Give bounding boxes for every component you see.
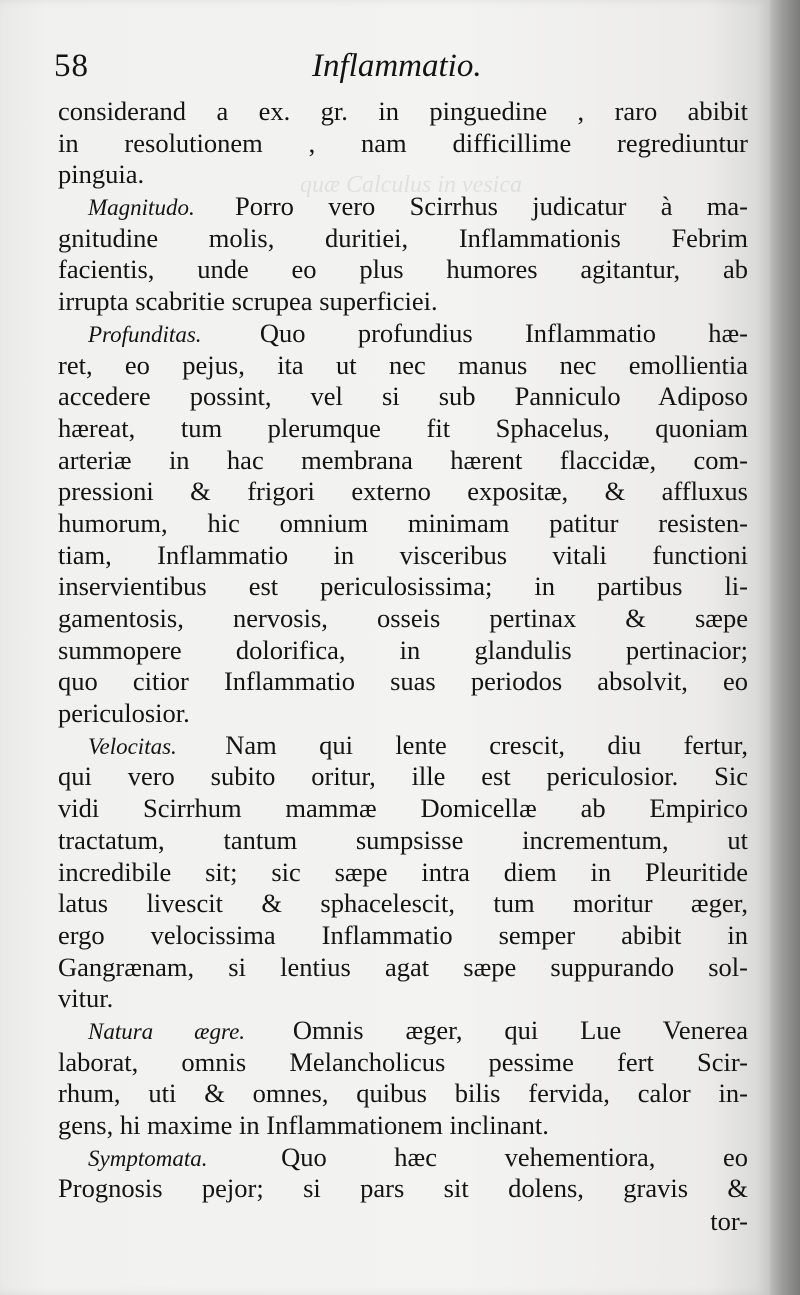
text-line: laborat, omnis Melancholicus pessime fert Scir-: [58, 1046, 748, 1077]
section-rubric: Natura ægre.: [88, 1018, 246, 1044]
text-line: tractatum, tantum sumpsisse incrementum, ut: [58, 824, 748, 855]
section-first-line: [58, 318, 748, 350]
text-line: inservientibus est periculosissima; in partibus li-: [58, 571, 748, 602]
section-rubric: Profunditas.: [88, 321, 202, 347]
section-rubric: Symptomata.: [88, 1145, 208, 1171]
text-line: gamentosis, nervosis, osseis pertinax & sæpe: [58, 603, 748, 633]
text-line: pinguia.: [58, 159, 145, 190]
text-line: hæreat, tum plerumque fit Sphacelus, quoniam: [58, 412, 748, 443]
section-rubric: Velocitas.: [88, 733, 177, 759]
text-line: summopere dolorifica, in glandulis pertinacior;: [58, 634, 748, 665]
text-line: gens, hi maxime in Inflammationem inclinant.: [58, 1110, 549, 1140]
text-line: ret, eo pejus, ita ut nec manus nec emollientia: [58, 349, 748, 380]
text-segment: Quo profundius Inflammatio hæ-: [259, 317, 749, 348]
text-line: gnitudine molis, duritiei, Inflammationis Febrim: [58, 222, 748, 253]
section-first-line: [58, 1015, 748, 1047]
text-line: Gangrænam, si lentius agat sæpe suppurando sol-: [58, 951, 748, 982]
text-line: quo citior Inflammatio suas periodos absolvit, eo: [58, 666, 748, 697]
text-line: rhum, uti & omnes, quibus bilis fervida, calor in-: [58, 1078, 748, 1109]
text-line: latus livescit & sphacelescit, tum moritur æger,: [58, 888, 748, 919]
text-line: vidi Scirrhum mammæ Domicellæ ab Empirico: [58, 793, 748, 824]
text-line: humorum, hic omnium minimam patitur resisten-: [58, 507, 748, 538]
text-line: facientis, unde eo plus humores agitantur, ab: [58, 254, 748, 285]
text-segment: Omnis æger, qui Lue Venerea: [292, 1014, 748, 1045]
page-edge-shadow: [770, 0, 800, 1295]
text-line: considerand a ex. gr. in pinguedine , raro abibit: [58, 96, 748, 126]
section-first-line: [58, 191, 748, 223]
section-rubric: Magnitudo.: [88, 195, 195, 221]
text-line: in resolutionem , nam difficillime regrediuntur: [58, 127, 748, 158]
text-line: periculosior.: [58, 698, 190, 729]
text-line: ergo velocissima Inflammatio semper abibit in: [58, 919, 748, 950]
text-line: arteriæ in hac membrana hærent flaccidæ, com-: [58, 444, 748, 475]
section-first-line: [58, 1142, 748, 1174]
text-line: accedere possint, vel si sub Panniculo Adiposo: [58, 381, 748, 412]
text-line: pressioni & frigori externo expositæ, & affluxus: [58, 476, 748, 507]
section-first-line: [58, 730, 748, 762]
text-segment: Nam qui lente crescit, diu fertur,: [225, 729, 748, 760]
show-through-text: quæ Calculus in vesica: [300, 172, 522, 198]
text-line: vitur.: [58, 983, 114, 1014]
text-segment: Quo hæc vehementiora, eo: [281, 1141, 749, 1172]
text-line: tiam, Inflammatio in visceribus vitali functioni: [58, 539, 748, 570]
body-text: [58, 96, 748, 1237]
running-title: Inflammatio.: [312, 48, 482, 84]
text-segment: Porro vero Scirrhus judicatur à ma-: [235, 191, 748, 222]
page-number: 58: [54, 48, 89, 84]
catchword: tor-: [710, 1206, 748, 1237]
text-line: incredibile sit; sic sæpe intra diem in Pleuritide: [58, 856, 748, 887]
text-line: Prognosis pejor; si pars sit dolens, gravis &: [58, 1173, 748, 1204]
text-line: qui vero subito oritur, ille est periculosior. Sic: [58, 761, 748, 792]
page-header: [54, 48, 744, 98]
text-line: irrupta scabritie scrupea superficiei.: [58, 286, 438, 317]
